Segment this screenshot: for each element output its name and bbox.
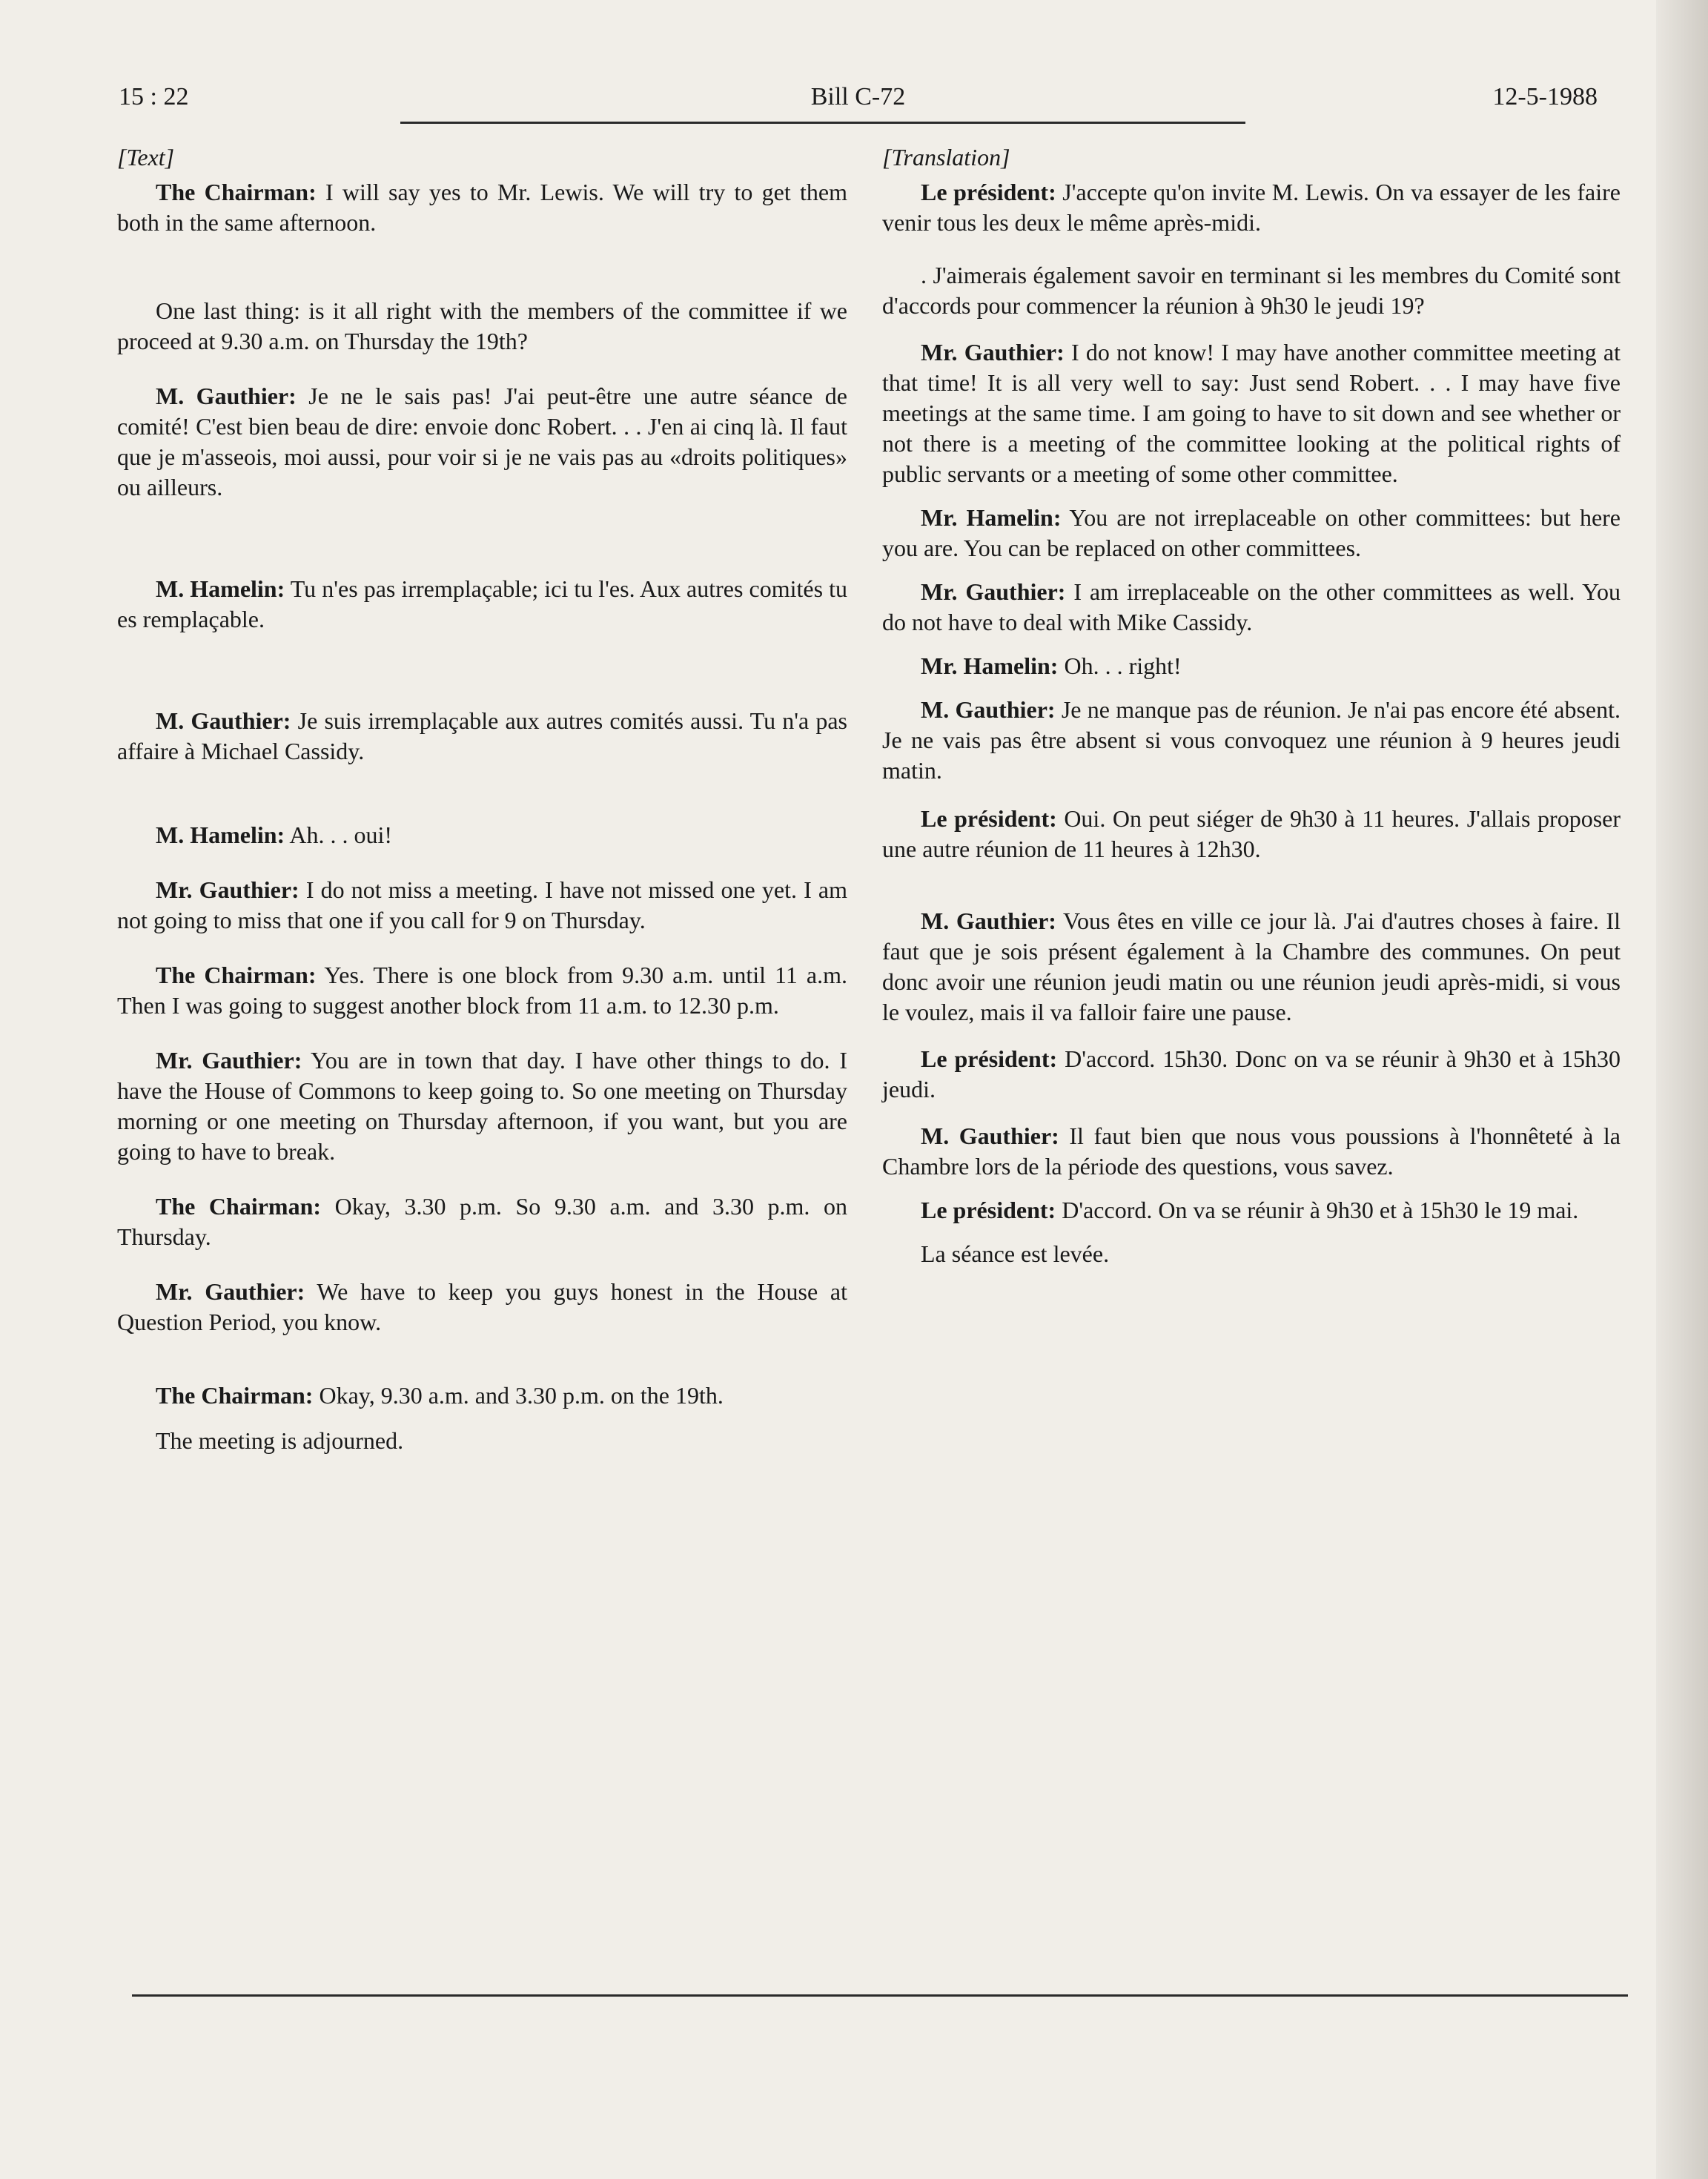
speaker-name: M. Gauthier: (921, 696, 1056, 723)
speech-text: . J'aimerais également savoir en terminant si les membres du Comité sont d'accords pour commencer la réunion à 9h30 le jeudi 19? (882, 262, 1621, 319)
paragraph (882, 177, 1621, 238)
speech-text: La séance est levée. (921, 1240, 1110, 1267)
speaker-name: M. Gauthier: (921, 1122, 1059, 1149)
speaker-name: M. Hamelin: (156, 821, 285, 848)
speaker-name: The Chairman: (156, 1193, 322, 1220)
french-translation-column (882, 142, 1621, 1269)
footer-rule (132, 1994, 1628, 1997)
speech-text: Yes. There is one block from 9.30 a.m. until 11 a.m. Then I was going to suggest another block from 11 a.m. to 12.30 p.m. (117, 962, 848, 1019)
speech-text: One last thing: is it all right with the members of the committee if we proceed at 9.30 a.m. on Thursday the 19th? (117, 297, 847, 354)
speech-text: You are in town that day. I have other things to do. I have the House of Commons to keep going to. So one meeting on Thursday morning or one meeting on Thursday afternoon, if you want, but you are going to have to break. (117, 1047, 848, 1165)
page-header (119, 83, 1598, 128)
paragraph (117, 1045, 847, 1167)
speaker-name: M. Hamelin: (156, 575, 285, 602)
paragraph (117, 1426, 847, 1456)
speaker-name: M. Gauthier: (921, 907, 1056, 934)
speech-text: The meeting is adjourned. (156, 1427, 404, 1454)
speaker-name: Mr. Hamelin: (921, 504, 1062, 531)
speaker-name: Le président: (921, 1045, 1058, 1072)
speech-text: Je ne le sais pas! J'ai peut-être une autre séance de comité! C'est bien beau de dire: envoie donc Robert. . . J'en ai cinq là. Il faut que je m'asseois, moi aussi, pour voir si je ne vais pas au «droits politiques» ou ailleurs. (117, 383, 848, 500)
speech-text: Okay, 3.30 p.m. So 9.30 a.m. and 3.30 p.m. on Thursday. (117, 1193, 848, 1250)
speech-text: I will say yes to Mr. Lewis. We will try to get them both in the same afternoon. (117, 179, 848, 236)
paragraph (882, 1239, 1621, 1269)
paragraph (882, 804, 1621, 864)
speaker-name: Le président: (921, 1197, 1056, 1223)
speaker-name: M. Gauthier: (156, 707, 291, 734)
speaker-name: Mr. Gauthier: (921, 339, 1065, 366)
paragraph (117, 296, 847, 357)
paragraph (117, 177, 847, 238)
speech-text: Tu n'es pas irremplaçable; ici tu l'es. Aux autres comités tu es remplaçable. (117, 575, 847, 632)
speech-text: Je ne manque pas de réunion. Je n'ai pas encore été absent. Je ne vais pas être absent si vous convoquez une réunion à 9 heures jeudi matin. (882, 696, 1621, 784)
column-label: [Text] (117, 144, 175, 171)
paragraph (117, 574, 847, 635)
speaker-name: The Chairman: (156, 1382, 314, 1409)
paragraph (117, 1381, 847, 1411)
speech-text: J'accepte qu'on invite M. Lewis. On va essayer de les faire venir tous les deux le même après-midi. (882, 179, 1621, 236)
paragraph (117, 381, 847, 503)
header-rule (400, 122, 1245, 124)
paragraph (882, 695, 1621, 786)
page-edge-shadow (1656, 0, 1708, 2179)
speech-text: I am irreplaceable on the other committees as well. You do not have to deal with Mike Cassidy. (882, 578, 1621, 635)
english-column (117, 142, 847, 1456)
paragraph (882, 906, 1621, 1028)
speech-text: Vous êtes en ville ce jour là. J'ai d'autres choses à faire. Il faut que je sois présent également à la Chambre des communes. On peut donc avoir une réunion jeudi matin ou une réunion jeudi après-midi, si vous le voulez, mais il va falloir faire une pause. (882, 907, 1621, 1025)
speech-text: Oh. . . right! (1058, 652, 1182, 679)
paragraph (117, 1277, 847, 1338)
paragraph (882, 1044, 1621, 1105)
speech-text: D'accord. 15h30. Donc on va se réunir à 9h30 et à 15h30 jeudi. (882, 1045, 1621, 1102)
paragraph (882, 577, 1621, 638)
speaker-name: Le président: (921, 179, 1056, 205)
paragraph (882, 260, 1621, 321)
speaker-name: Mr. Gauthier: (921, 578, 1066, 605)
speaker-name: Mr. Hamelin: (921, 652, 1059, 679)
paragraph (117, 820, 847, 850)
speech-text: Ah. . . oui! (285, 821, 393, 848)
paragraph (882, 503, 1621, 563)
speech-text: You are not irreplaceable on other committees: but here you are. You can be replaced on other committees. (882, 504, 1621, 561)
paragraph (882, 1195, 1621, 1226)
page-number: 15 : 22 (119, 83, 189, 110)
speech-text: I do not know! I may have another committee meeting at that time! It is all very well to say: Just send Robert. . . I may have five meetings at the same time. I am going to have to sit down and see whether or not there is a meeting of the committee looking at the political rights of public servants or a meeting of some other committee. (882, 339, 1621, 487)
speaker-name: Mr. Gauthier: (156, 1278, 305, 1305)
paragraph (117, 875, 847, 936)
speaker-name: The Chairman: (156, 179, 317, 205)
paragraph (117, 960, 847, 1021)
speaker-name: Mr. Gauthier: (156, 1047, 302, 1074)
speech-text: Je suis irremplaçable aux autres comités aussi. Tu n'a pas affaire à Michael Cassidy. (117, 707, 848, 764)
speaker-name: Mr. Gauthier: (156, 876, 299, 903)
paragraph (882, 337, 1621, 489)
paragraph (882, 1121, 1621, 1182)
bill-title: Bill C-72 (810, 83, 906, 110)
speech-text: We have to keep you guys honest in the House at Question Period, you know. (117, 1278, 847, 1335)
speech-text: Okay, 9.30 a.m. and 3.30 p.m. on the 19th. (313, 1382, 724, 1409)
speaker-name: Le président: (921, 805, 1057, 832)
paragraph (117, 706, 847, 767)
speaker-name: The Chairman: (156, 962, 317, 988)
speech-text: D'accord. On va se réunir à 9h30 et à 15h30 le 19 mai. (1056, 1197, 1579, 1223)
speech-text: I do not miss a meeting. I have not missed one yet. I am not going to miss that one if you call for 9 on Thursday. (117, 876, 848, 933)
column-label: [Translation] (882, 144, 1010, 171)
speech-text: Il faut bien que nous vous poussions à l'honnêteté à la Chambre lors de la période des questions, vous savez. (882, 1122, 1621, 1180)
speech-text: Oui. On peut siéger de 9h30 à 11 heures. J'allais proposer une autre réunion de 11 heures à 12h30. (882, 805, 1621, 862)
paragraph (117, 1191, 847, 1252)
header-date: 12-5-1988 (1492, 83, 1598, 110)
paragraph (882, 651, 1621, 681)
speaker-name: M. Gauthier: (156, 383, 297, 409)
